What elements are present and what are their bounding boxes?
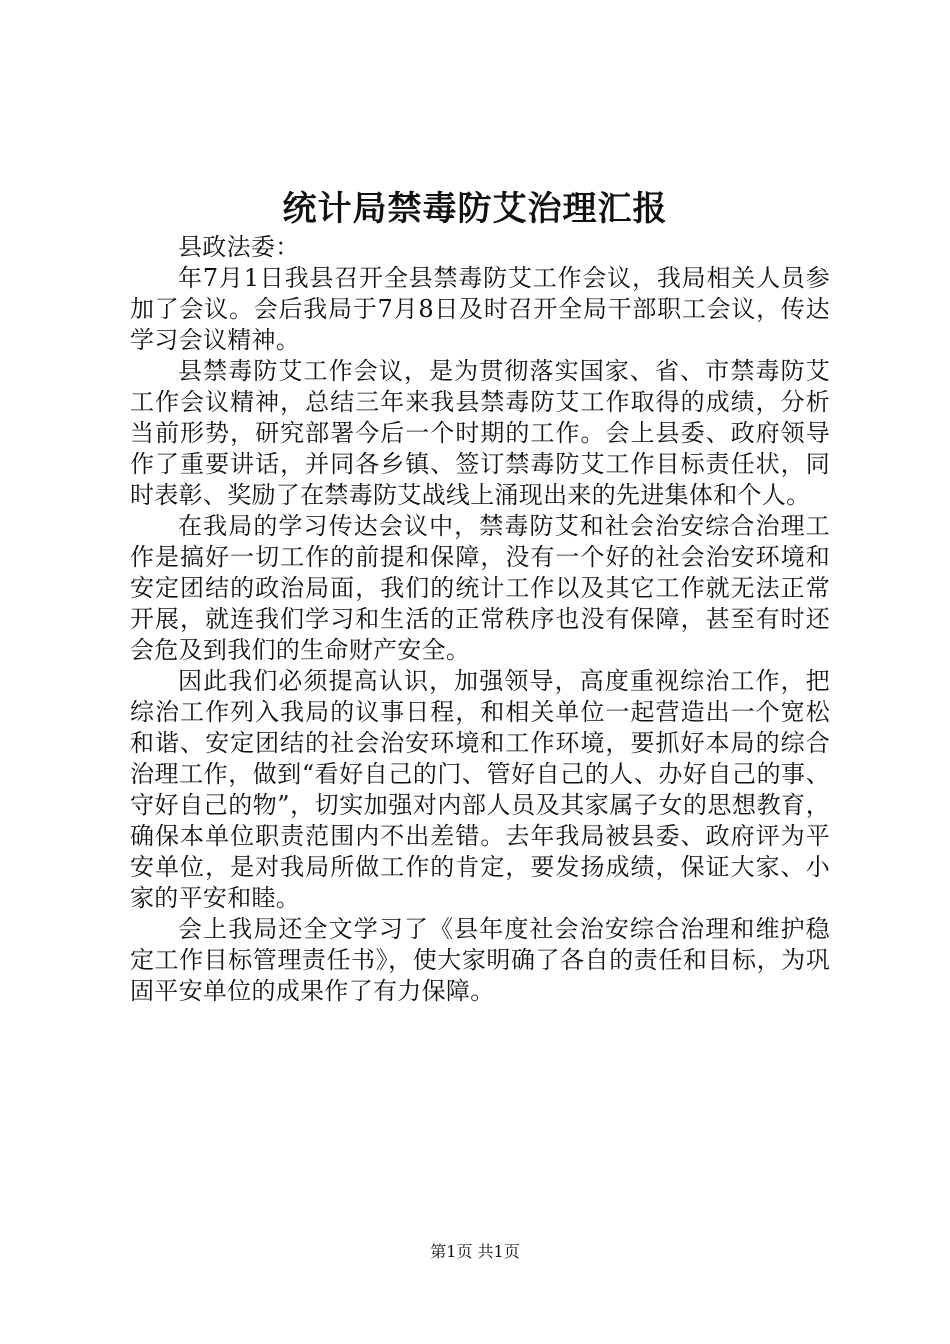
salutation: 县政法委：: [178, 233, 300, 261]
page-footer: 第1页 共1页: [430, 1242, 520, 1261]
paragraph-4: 因此我们必须提高认识，加强领导，高度重视综治工作，把综治工作列入我局的议事日程，和相关单位一起营造出一个宽松和谐、安定团结的社会治安环境和工作环境，要抓好本局的综合治理工作，做到“看好自己的门、管好自己的人、办好自己的事、守好自己的物”，切实加强对内部人员及其家属子女的思想教育，确保本单位职责范围内不出差错。去年我局被县委、政府评为平安单位，是对我局所做工作的肯定，要发扬成绩，保证大家、小家的平安和睦。: [130, 667, 830, 912]
paragraph-1: 年7月1日我县召开全县禁毒防艾工作会议，我局相关人员参加了会议。会后我局于7月8日及时召开全局干部职工会议，传达学习会议精神。: [130, 264, 830, 354]
paragraph-5: 会上我局还全文学习了《县年度社会治安综合治理和维护稳定工作目标管理责任书》，使大家明确了各自的责任和目标，为巩固平安单位的成果作了有力保障。: [130, 915, 830, 1005]
paragraph-2: 县禁毒防艾工作会议，是为贯彻落实国家、省、市禁毒防艾工作会议精神，总结三年来我县禁毒防艾工作取得的成绩，分析当前形势，研究部署今后一个时期的工作。会上县委、政府领导作了重要讲话，并同各乡镇、签订禁毒防艾工作目标责任状，同时表彰、奖励了在禁毒防艾战线上涌现出来的先进集体和个人。: [130, 357, 830, 509]
document-body: [130, 232, 830, 1007]
document-title: 统计局禁毒防艾治理汇报: [282, 189, 668, 229]
paragraph-3: 在我局的学习传达会议中，禁毒防艾和社会治安综合治理工作是搞好一切工作的前提和保障，没有一个好的社会治安环境和安定团结的政治局面，我们的统计工作以及其它工作就无法正常开展，就连我们学习和生活的正常秩序也没有保障，甚至有时还会危及到我们的生命财产安全。: [130, 512, 830, 664]
